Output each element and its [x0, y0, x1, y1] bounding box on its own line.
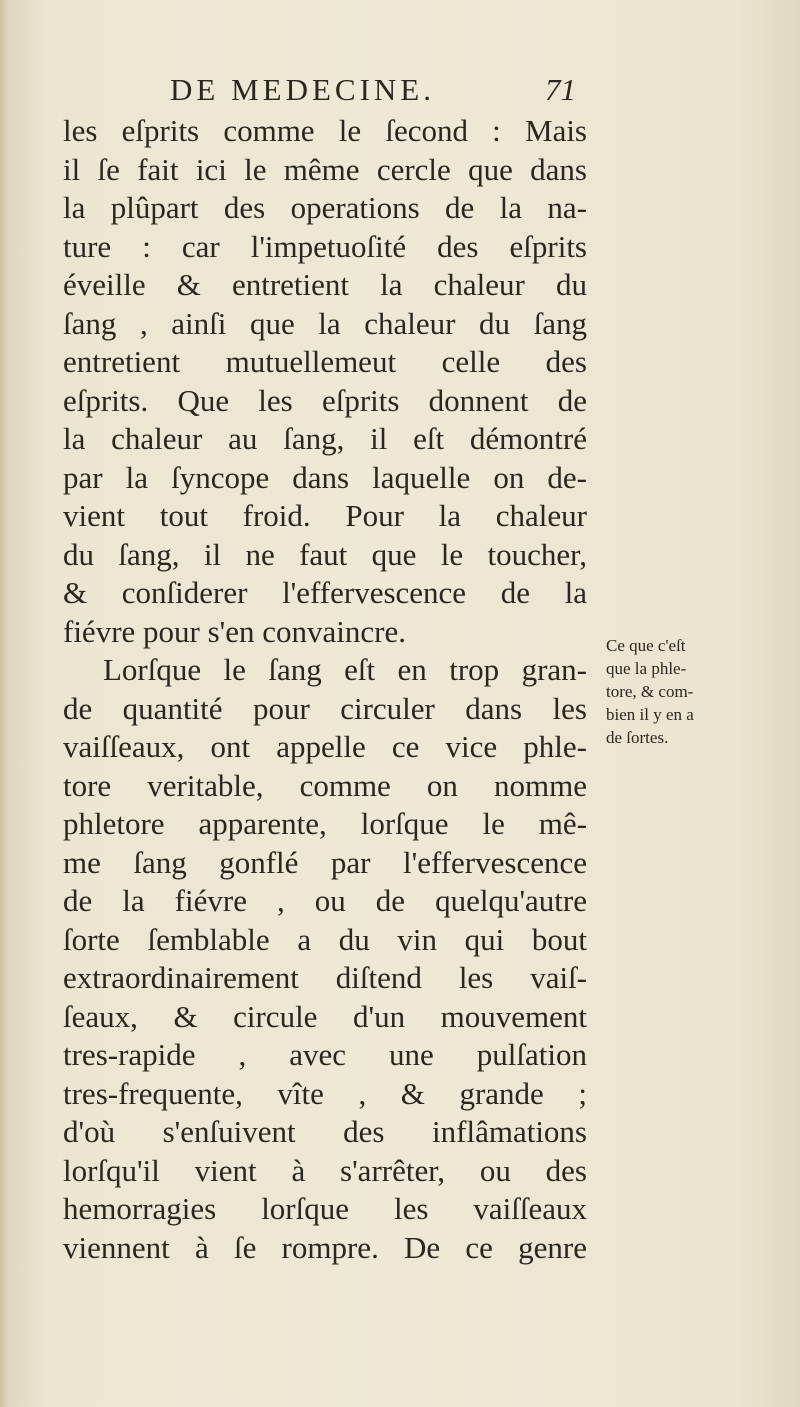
text-line: éveille & entretient la chaleur du	[63, 267, 587, 302]
text-line: Lorſque le ſang eſt en trop gran-	[103, 652, 587, 687]
body-text	[63, 112, 587, 1267]
margin-note-line: tore, & com-	[606, 682, 694, 701]
text-line: ſeaux, & circule d'un mouvement	[63, 998, 587, 1034]
running-title: DE MEDECINE.	[170, 72, 435, 107]
text-line: & conſiderer l'effervescence de la	[63, 575, 587, 610]
margin-note	[606, 634, 758, 749]
binding-shadow	[0, 0, 8, 1407]
text-line: d'où s'enſuivent des inflâmations	[63, 1114, 587, 1149]
text-line: ſang , ainſi que la chaleur du ſang	[63, 305, 587, 341]
text-line: de la fiévre , ou de quelqu'autre	[63, 883, 587, 918]
text-line: vaiſſeaux, ont appelle ce vice phle-	[63, 729, 587, 764]
text-line: tres-rapide , avec une pulſation	[63, 1037, 587, 1072]
text-line: phletore apparente, lorſque le mê-	[63, 806, 587, 841]
text-line: par la ſyncope dans laquelle on de-	[63, 459, 587, 495]
text-line: lorſqu'il vient à s'arrêter, ou des	[63, 1152, 587, 1188]
text-line: il ſe fait ici le même cercle que dans	[63, 151, 587, 187]
text-line: fiévre pour s'en convaincre.	[63, 613, 406, 649]
text-line: me ſang gonflé par l'effervescence	[63, 844, 587, 880]
text-line: les eſprits comme le ſecond : Mais	[63, 113, 587, 148]
text-line: ture : car l'impetuoſité des eſprits	[63, 228, 587, 264]
margin-note-line: de ſortes.	[606, 728, 669, 747]
text-line: eſprits. Que les eſprits donnent de	[63, 382, 587, 418]
text-line: de quantité pour circuler dans les	[63, 690, 587, 726]
text-line: entretient mutuellemeut celle des	[63, 344, 587, 379]
text-line: hemorragies lorſque les vaiſſeaux	[63, 1191, 587, 1226]
margin-note-line: bien il y en a	[606, 705, 694, 724]
text-line: tres-frequente, vîte , & grande ;	[63, 1075, 587, 1111]
text-line: du ſang, il ne faut que le toucher,	[63, 536, 587, 572]
text-line: la chaleur au ſang, il eſt démontré	[63, 421, 587, 456]
text-line: tore veritable, comme on nomme	[63, 767, 587, 803]
running-header	[170, 72, 590, 116]
text-line: extraordinairement diſtend les vaiſ-	[63, 960, 587, 995]
text-line: viennent à ſe rompre. De ce genre	[63, 1229, 587, 1265]
margin-note-line: que la phle-	[606, 659, 687, 678]
text-line: vient tout froid. Pour la chaleur	[63, 498, 587, 533]
page-number: 71	[545, 72, 576, 107]
margin-note-line: Ce que c'eſt	[606, 636, 686, 655]
text-line: ſorte ſemblable a du vin qui bout	[63, 921, 587, 957]
text-line: la plûpart des operations de la na-	[63, 190, 587, 225]
